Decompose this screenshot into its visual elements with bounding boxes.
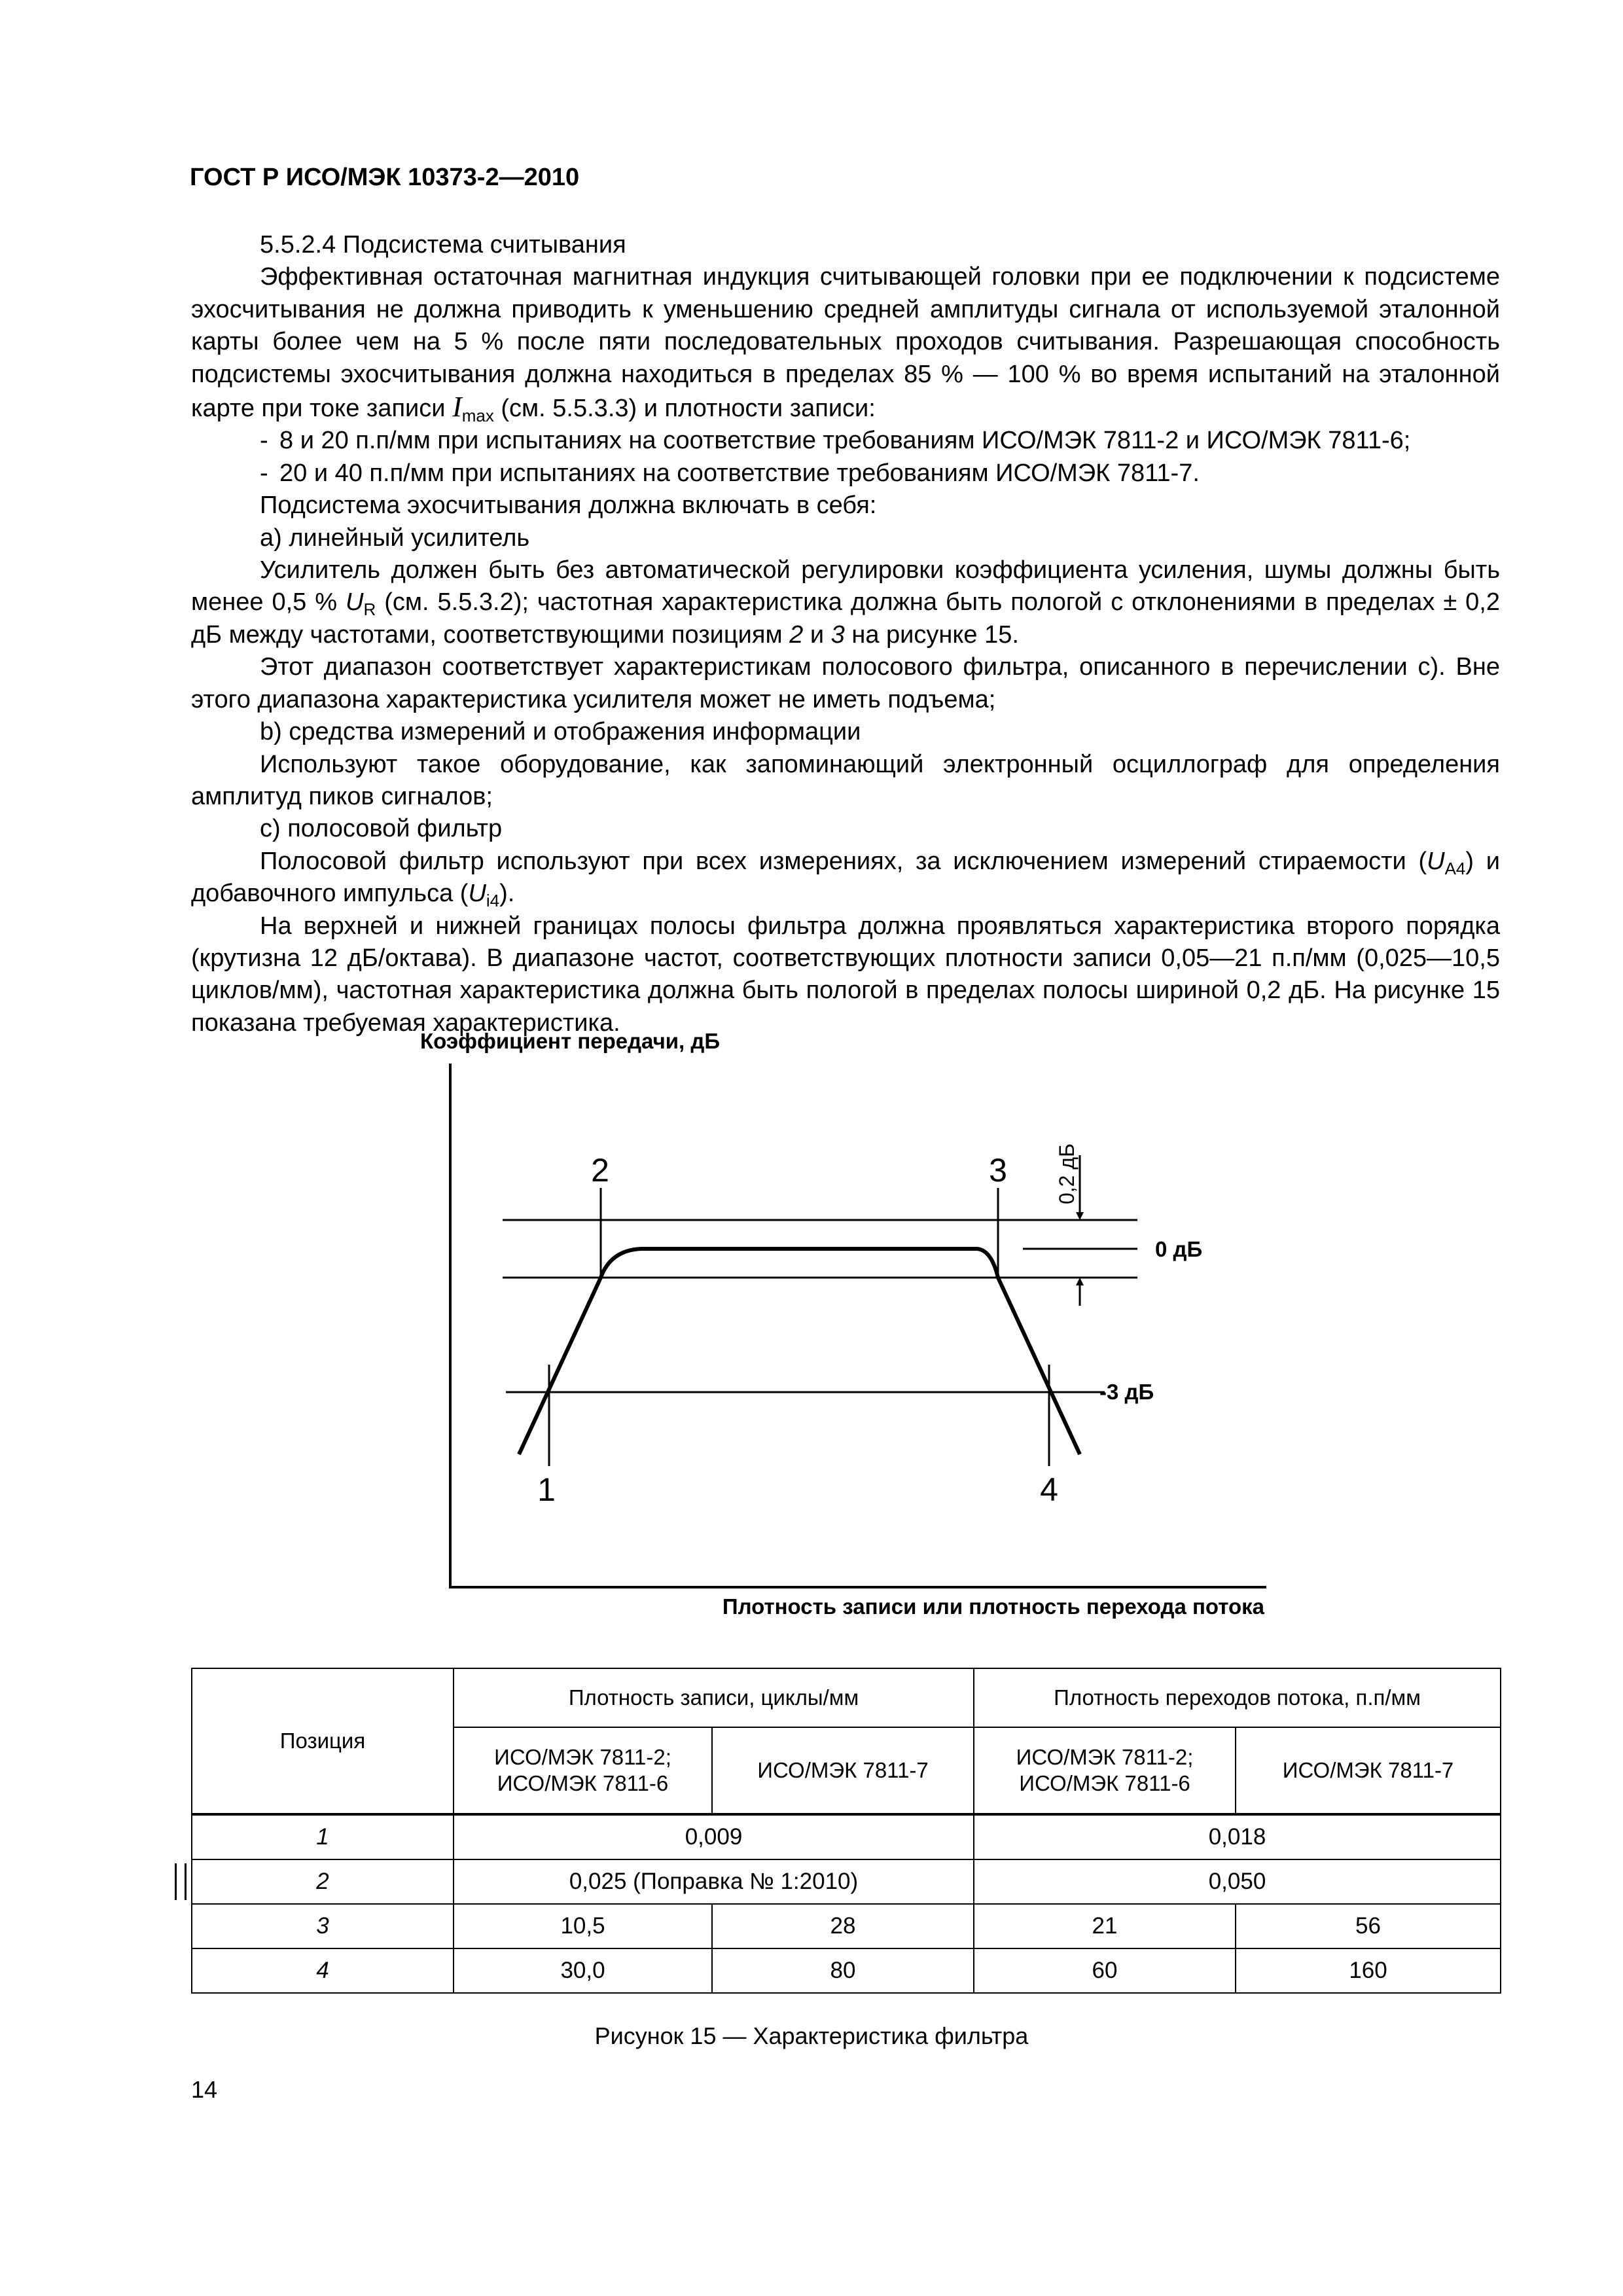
col-group-flux-density: Плотность переходов потока, п.п/мм <box>974 1668 1501 1727</box>
table-header-row <box>192 1668 1501 1727</box>
tolerance-label: 0,2 дБ <box>1055 1143 1079 1204</box>
position-1-label: 1 <box>537 1471 556 1508</box>
section-heading: 5.5.2.4 Подсистема считывания <box>260 231 626 259</box>
position-3-label: 3 <box>989 1152 1007 1189</box>
table-row: 4 30,0 80 60 160 <box>192 1948 1501 1993</box>
position-2-label: 2 <box>591 1152 609 1189</box>
col-group-recording-density: Плотность записи, циклы/мм <box>454 1668 974 1727</box>
paragraph: Подсистема эхосчитывания должна включать в себя: <box>260 492 877 520</box>
x-axis-label: Плотность записи или плотность перехода потока <box>722 1594 1264 1619</box>
table-row: 2 0,025 (Поправка № 1:2010) 0,050 <box>192 1859 1501 1904</box>
table-row: 1 0,009 0,018 <box>192 1814 1501 1859</box>
zero-db-label: 0 дБ <box>1155 1237 1203 1261</box>
paragraph: Этот диапазон соответствует характеристикам полосового фильтра, описанного в перечислении с). Вне этого диапазона характеристика усилителя может не иметь подъема; <box>191 653 1500 713</box>
page-number: 14 <box>191 2076 218 2103</box>
col-7811-7: ИСО/МЭК 7811-7 <box>1236 1727 1501 1814</box>
figure-caption: Рисунок 15 — Характеристика фильтра <box>594 2022 1029 2049</box>
position-4-label: 4 <box>1040 1471 1058 1508</box>
amendment-change-bar <box>175 1863 187 1900</box>
document-header: ГОСТ Р ИСО/МЭК 10373-2—2010 <box>190 164 580 191</box>
col-position-header: Позиция <box>192 1668 454 1814</box>
col-7811-2-6: ИСО/МЭК 7811-2; ИСО/МЭК 7811-6 <box>454 1727 712 1814</box>
list-item: b) средства измерений и отображения информации <box>260 718 861 746</box>
list-item: а) линейный усилитель <box>260 524 530 552</box>
response-curve <box>519 1249 1080 1454</box>
list-item: с) полосовой фильтр <box>260 815 503 843</box>
paragraph: Используют такое оборудование, как запоминающий электронный осциллограф для определения амплитуд пиков сигналов; <box>191 750 1500 810</box>
paragraph-amplifier: Усилитель должен быть без автоматической регулировки коэффициента усиления, шумы должны быть менее 0,5 % $U_R$ (см. 5.5.3.2); частотная характеристика должна быть пологой с отклонениями в пределах ± 0,2 дБ между частотами, соответствующими позициям 2 и 3 на рисунке 15. <box>191 556 1500 649</box>
paragraph-bandpass: Полосовой фильтр используют при всех измерениях, за исключением измерений стираемости $(U_{A4})$ и добавочного импульса $(U_{i4})$. <box>191 847 1500 911</box>
col-7811-2-6: ИСО/МЭК 7811-2; ИСО/МЭК 7811-6 <box>974 1727 1236 1814</box>
col-7811-7: ИСО/МЭК 7811-7 <box>712 1727 974 1814</box>
figure-values-table <box>191 1668 1501 1994</box>
y-axis-label: Коэффициент передачи, дБ <box>420 1029 721 1053</box>
paragraph-readback-induction: Эффективная остаточная магнитная индукция считывающей головки при ее подключении к подсистеме эхосчитывания не должна приводить к уменьшению средней амплитуды сигнала от используемой эталонной карты более чем на 5 % после пяти последовательных проходов считывания. Разрешающая способность подсистемы эхосчитывания должна находиться в пределах 85 % — 100 % во время испытаний на эталонной карте при токе записи $I_{max}$ (см. 5.5.3.3) и плотности записи: <box>191 263 1500 426</box>
current-symbol: I <box>452 391 462 423</box>
list-item: - 8 и 20 п.п/мм при испытаниях на соответствие требованиям ИСО/МЭК 7811-2 и ИСО/МЭК 7811-6; <box>260 427 1411 455</box>
minus-3db-label: -3 дБ <box>1099 1380 1154 1404</box>
table-row: 3 10,5 28 21 56 <box>192 1904 1501 1948</box>
paragraph: На верхней и нижней границах полосы фильтра должна проявляться характеристика второго порядка (крутизна 12 дБ/октава). В диапазоне частот, соответствующих плотности записи 0,05—21 п.п/мм (0,025—10,5 циклов/мм), частотная характеристика должна быть пологой в пределах полосы шириной 0,2 дБ. На рисунке 15 показана требуемая характеристика. <box>191 912 1500 1037</box>
list-item: - 20 и 40 п.п/мм при испытаниях на соответствие требованиям ИСО/МЭК 7811-7. <box>260 459 1200 487</box>
